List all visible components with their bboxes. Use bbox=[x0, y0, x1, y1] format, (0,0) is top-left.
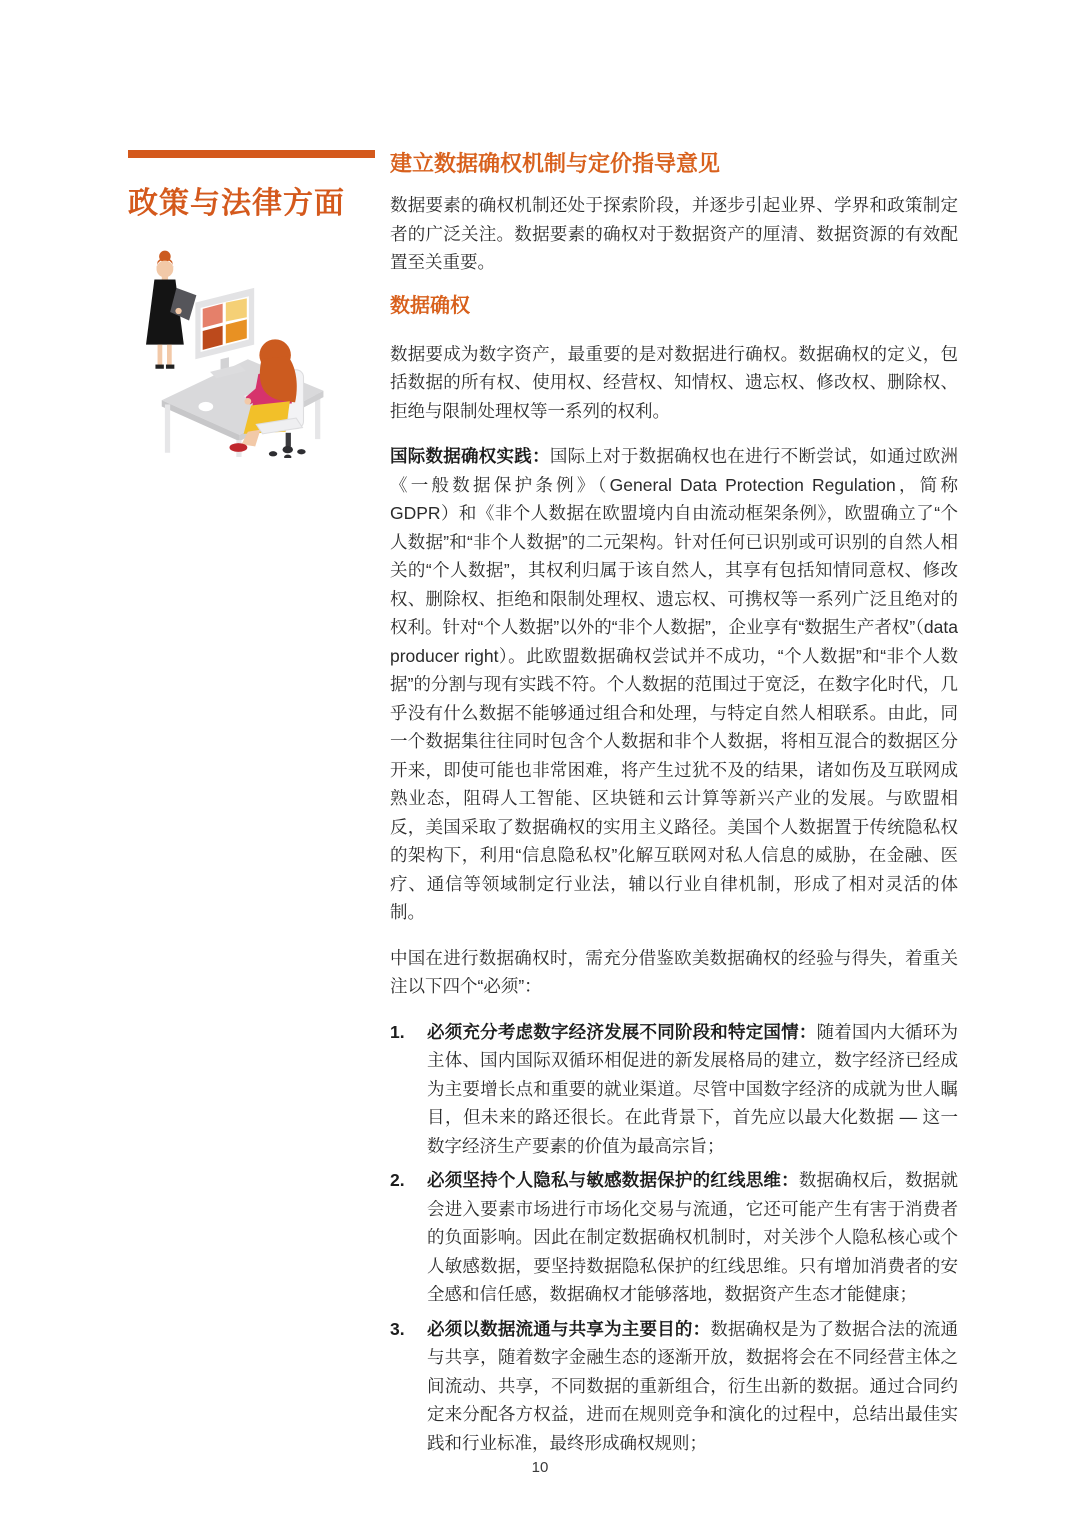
page-number: 10 bbox=[531, 1459, 549, 1476]
list-item-lead: 必须以数据流通与共享为主要目的： bbox=[427, 1318, 711, 1339]
section-title: 政策与法律方面 bbox=[128, 187, 345, 220]
list-item-lead: 必须坚持个人隐私与敏感数据保护的红线思维： bbox=[427, 1170, 799, 1190]
sidebar bbox=[128, 150, 376, 463]
list-item-text bbox=[427, 1166, 958, 1309]
accent-rule bbox=[128, 150, 375, 158]
sub-heading: 数据确权 bbox=[390, 294, 470, 317]
list-item-text bbox=[427, 1315, 958, 1458]
paragraph bbox=[390, 944, 958, 1001]
list-item bbox=[390, 1166, 958, 1309]
list-item-body-text: 数据确权后，数据就会进入要素市场进行市场化交易与流通，它还可能产生有害于消费者的负面影响。因此在制定数据确权机制时，对关涉个人隐私核心或个人敏感数据，要坚持数据隐私保护的红线思维。只有增加消费者的安全感和信任感，数据确权才能够落地，数据资产生态才能健康； bbox=[427, 1170, 958, 1304]
list-item-body-text: 数据确权是为了数据合法的流通与共享，随着数字金融生态的逐渐开放，数据将会在不同经营主体之间流动、共享，不同数据的重新组合，衍生出新的数据。通过合同约定来分配各方权益，进而在规则竞争和演化的过程中，总结出最佳实践和行业标准，最终形成确权规则； bbox=[427, 1318, 959, 1453]
list-item-lead: 必须充分考虑数字经济发展不同阶段和特定国情： bbox=[427, 1021, 817, 1042]
list-item bbox=[390, 1315, 958, 1458]
numbered-list bbox=[390, 1018, 958, 1458]
paragraph bbox=[390, 442, 958, 927]
list-item-number: 2. bbox=[390, 1170, 405, 1190]
intro-paragraph: 数据要素的确权机制还处于探索阶段，并逐步引起业界、学界和政策制定者的广泛关注。数据要素的确权对于数据资产的厘清、数据资源的有效配置至关重要。 bbox=[390, 195, 958, 272]
list-item-text bbox=[427, 1018, 958, 1161]
main-content bbox=[390, 150, 958, 1463]
paragraph bbox=[390, 340, 958, 426]
list-item-number: 3. bbox=[390, 1318, 405, 1339]
list-item-number: 1. bbox=[390, 1021, 405, 1042]
women-at-desk-illustration-svg bbox=[130, 248, 330, 458]
list-item bbox=[390, 1018, 958, 1161]
paragraph-lead: 国际数据确权实践： bbox=[390, 446, 550, 466]
office-illustration bbox=[130, 248, 376, 463]
paragraph-text: 数据要成为数字资产，最重要的是对数据进行确权。数据确权的定义，包括数据的所有权、使用权、经营权、知情权、遗忘权、修改权、删除权、拒绝与限制处理权等一系列的权利。 bbox=[390, 343, 958, 421]
paragraph-text: 中国在进行数据确权时，需充分借鉴欧美数据确权的经验与得失，着重关注以下四个“必须”： bbox=[390, 947, 958, 996]
article-heading: 建立数据确权机制与定价指导意见 bbox=[390, 151, 721, 176]
list-item-body-text: 随着国内大循环为主体、国内国际双循环相促进的新发展格局的建立，数字经济已经成为主要增长点和重要的就业渠道。尽管中国数字经济的成就为世人瞩目，但未来的路还很长。在此背景下，首先应以最大化数据 — 这一数字经济生产要素的价值为最高宗旨； bbox=[427, 1021, 959, 1156]
paragraph-text: 国际上对于数据确权也在进行不断尝试，如通过欧洲《一般数据保护条例》（General Data Protection Regulation，简称GDPR）和《非个人数据在欧盟境内自由流动框架条例》，欧盟确立了“个人数据”和“非个人数据”的二元架构。针对任何已识别或可识别的自然人相关的“个人数据”，其权利归属于该自然人，其享有包括知情同意权、修改权、删除权、拒绝和限制处理权、遗忘权、可携权等一系列广泛且绝对的权利。针对“个人数据”以外的“非个人数据”，企业享有“数据生产者权”（data producer right）。此欧盟数据确权尝试并不成功，“个人数据”和“非个人数据”的分割与现有实践不符。个人数据的范围过于宽泛，在数字化时代，几乎没有什么数据不能够通过组合和处理，与特定自然人相联系。由此，同一个数据集往往同时包含个人数据和非个人数据，将相互混合的数据区分开来，即使可能也非常困难，将产生过犹不及的结果，诸如伤及互联网成熟业态，阻碍人工智能、区块链和云计算等新兴产业的发展。与欧盟相反，美国采取了数据确权的实用主义路径。美国个人数据置于传统隐私权的架构下，利用“信息隐私权”化解互联网对私人信息的威胁，在金融、医疗、通信等领域制定行业法，辅以行业自律机制，形成了相对灵活的体制。 bbox=[390, 446, 959, 922]
